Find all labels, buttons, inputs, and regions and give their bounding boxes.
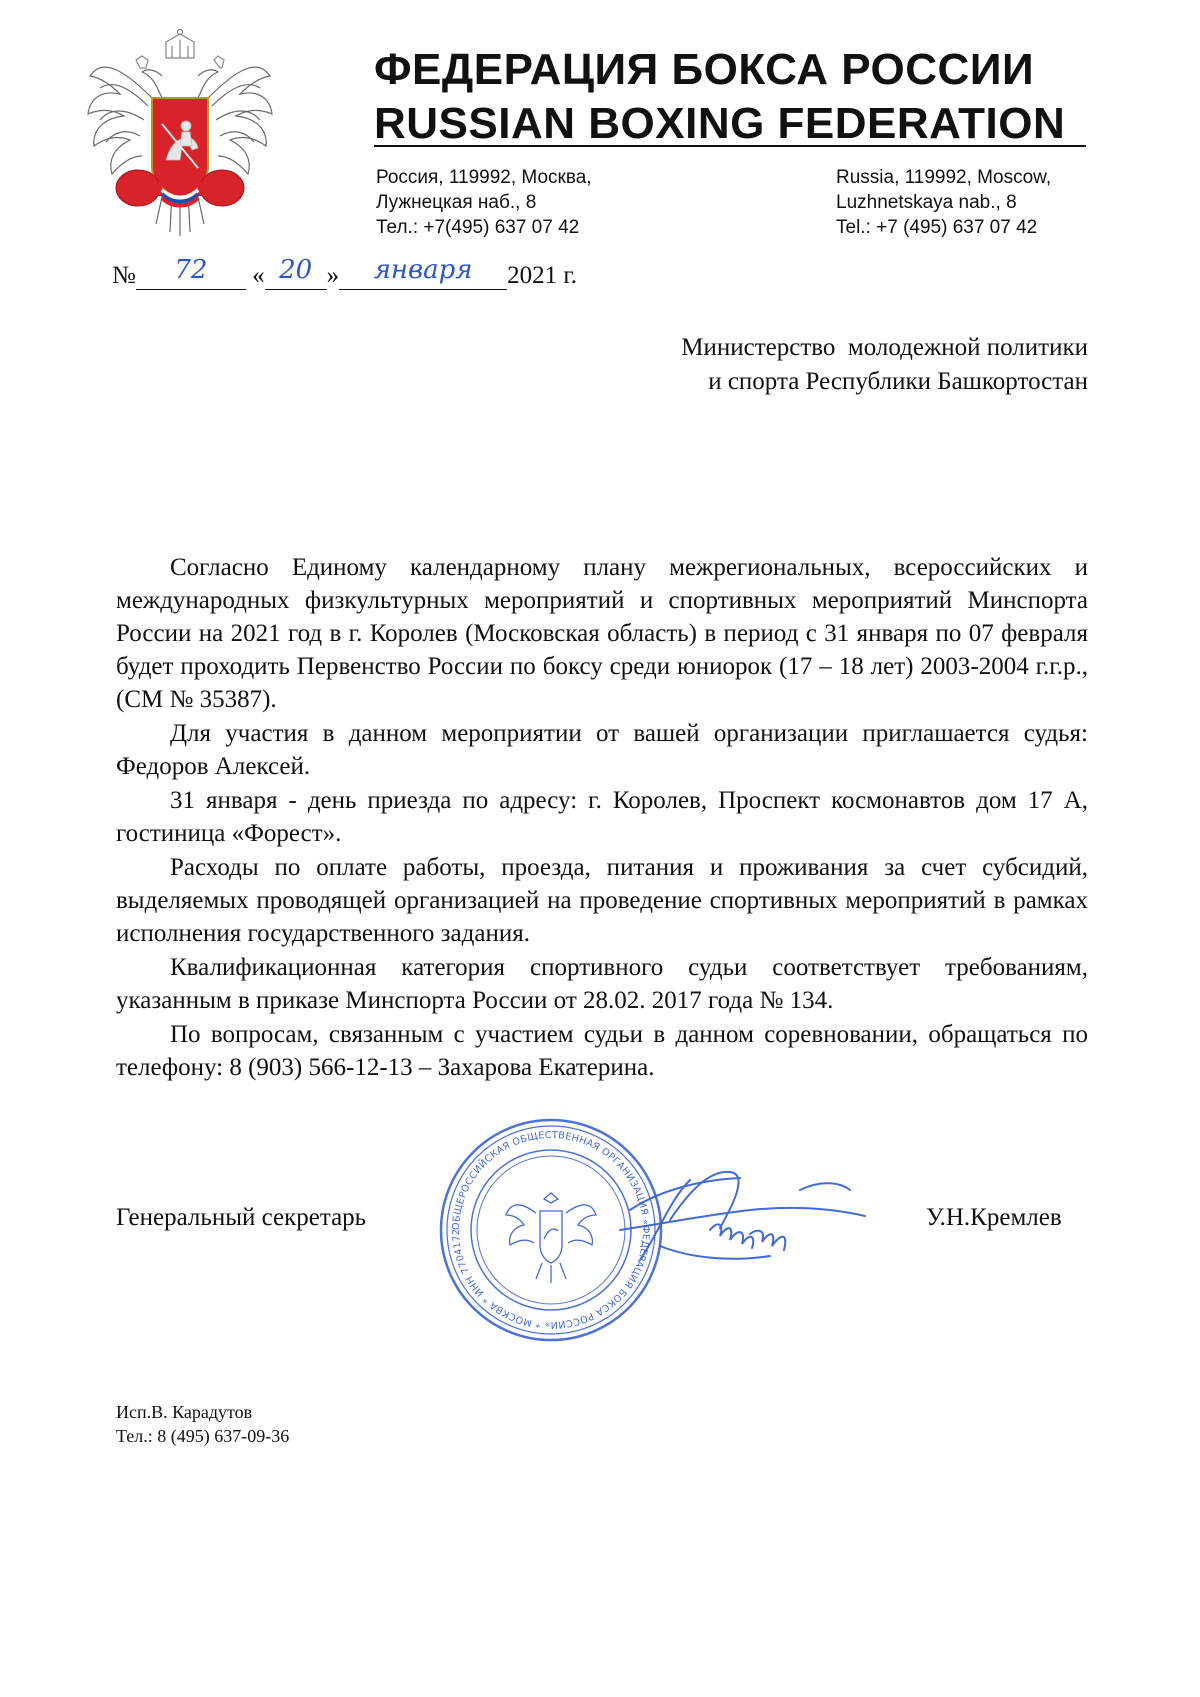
signatory-name: У.Н.Кремлев [926, 1204, 1062, 1231]
body-paragraph: Расходы по оплате работы, проезда, питания и проживания за счет субсидий, выделяемых проводящей организацией на проведение спортивных мероприятий в рамках исполнения государственного задания. [116, 854, 1088, 947]
number-label: № [112, 262, 136, 289]
double-headed-eagle-emblem-icon [82, 28, 278, 240]
document-month: января [373, 255, 473, 285]
body-paragraph: Согласно Единому календарному плану межрегиональных, всероссийских и международных физкультурных мероприятий и спортивных мероприятий Минспорта России на 2021 год в г. Королев (Московская область) в период с 31 января по 07 февраля будет проходить Первенство России по боксу среди юниорок (17 – 18 лет) 2003-2004 г.г.р., (СМ № 35387). [116, 554, 1088, 713]
body-paragraph: Квалификационная категория спортивного судьи соответствует требованиям, указанным в приказе Минспорта России от 28.02. 2017 года № 134. [116, 954, 1088, 1014]
address-en-line: Tel.: +7 (495) 637 07 42 [836, 217, 1038, 238]
address-ru [376, 165, 592, 240]
day-field [265, 255, 327, 290]
address-en-line: Luzhnetskaya nab., 8 [836, 192, 1017, 213]
addressee-block [560, 331, 1088, 399]
quote-open: « [252, 262, 265, 289]
stamp-circular-text: ОБЩЕРОССИЙСКАЯ ОБЩЕСТВЕННАЯ ОРГАНИЗАЦИЯ «ФЕДЕРАЦИЯ БОКСА РОССИИ» * МОСКВА * ИНН 7704172 [450, 1129, 652, 1331]
body-paragraph: По вопросам, связанным с участием судьи в данном соревновании, обращаться по телефону: 8 (903) 566-12-13 – Захарова Екатерина. [116, 1021, 1088, 1081]
document-year: 2021 г. [507, 262, 578, 289]
addressee-line: Министерство молодежной политики [681, 334, 1088, 361]
document-reference-line [112, 255, 578, 290]
header-divider [374, 145, 1086, 147]
address-ru-line: Лужнецкая наб., 8 [376, 192, 537, 213]
signatory-title: Генеральный секретарь [116, 1204, 367, 1231]
address-en [836, 165, 1051, 240]
body-paragraph: Для участия в данном мероприятии от вашей организации приглашается судья: Федоров Алексей. [116, 720, 1088, 780]
addressee-line: и спорта Республики Башкортостан [708, 368, 1088, 395]
federation-title-ru: ФЕДЕРАЦИЯ БОКСА РОССИИ [374, 45, 1035, 94]
document-number-field [136, 255, 246, 290]
federation-title-en: RUSSIAN BOXING FEDERATION [374, 99, 1066, 148]
executor-phone: Тел.: 8 (495) 637-09-36 [116, 1426, 290, 1446]
month-field [339, 255, 507, 290]
address-en-line: Russia, 119992, Moscow, [836, 167, 1052, 188]
executor-name: Исп.В. Карадутов [116, 1402, 253, 1422]
address-ru-line: Тел.: +7(495) 637 07 42 [376, 217, 580, 238]
address-ru-line: Россия, 119992, Москва, [376, 167, 592, 188]
document-day: 20 [279, 255, 313, 285]
document-number: 72 [174, 255, 208, 285]
quote-close: » [326, 262, 340, 289]
body-paragraph: 31 января - день приезда по адресу: г. Королев, Проспект космонавтов дом 17 А, гостиница «Форест». [116, 787, 1088, 847]
handwritten-signature-icon [600, 1150, 870, 1290]
letter-body [116, 551, 1088, 1085]
executor-block [116, 1400, 289, 1448]
